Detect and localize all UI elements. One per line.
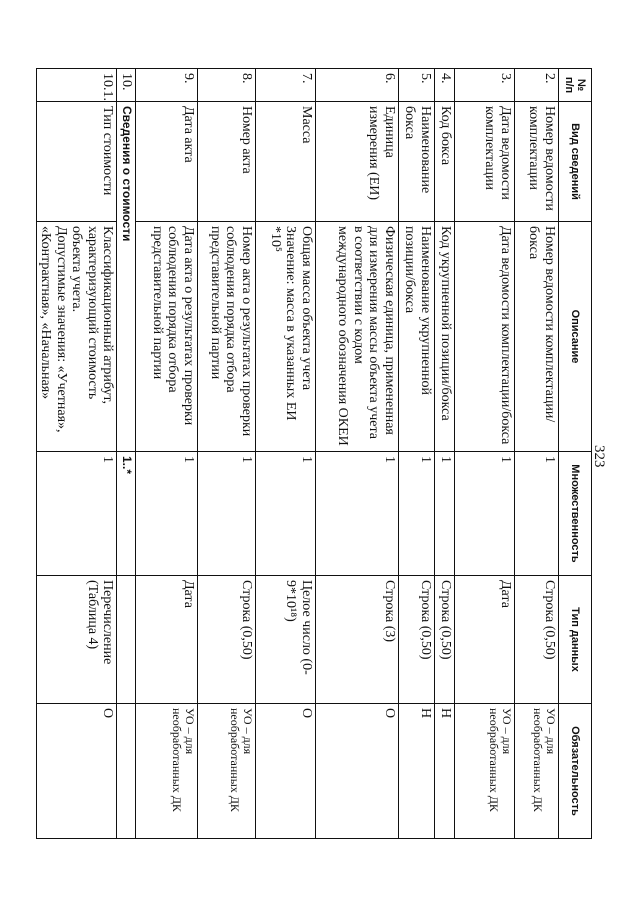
table-row [455, 69, 515, 839]
cell-req [117, 704, 136, 839]
cell-type: Дата [455, 576, 515, 704]
desc-part-b: Допустимые значения: «Учетная», «Контрактная», «Начальная» [38, 226, 69, 433]
cell-mult: 1 [399, 452, 435, 576]
cell-desc: Наименование укрупненной позиции/бокса [399, 222, 435, 452]
header-mult: Множественность [559, 452, 592, 576]
cell-req: О [256, 704, 316, 839]
header-type: Тип данных [559, 576, 592, 704]
cell-req: Н [399, 704, 435, 839]
cell-num: 10.1. [37, 69, 118, 102]
cell-kind: Код бокса [435, 102, 455, 222]
section-row [117, 69, 136, 839]
table-row [316, 69, 399, 839]
cell-mult: 1 [136, 452, 198, 576]
cell-num: 3. [455, 69, 515, 102]
cell-type: Строка (0,50) [399, 576, 435, 704]
cell-desc: Код укрупненной позиции/бокса [435, 222, 455, 452]
header-desc: Описание [559, 222, 592, 452]
cell-type [117, 576, 136, 704]
cell-req: О [37, 704, 118, 839]
table-row [37, 69, 118, 839]
table-row [136, 69, 198, 839]
table-row [198, 69, 256, 839]
cell-mult: 1 [198, 452, 256, 576]
cell-mult: 1 [37, 452, 118, 576]
cell-kind: Единица измерения (ЕИ) [316, 102, 399, 222]
header-kind: Вид сведений [559, 102, 592, 222]
cell-type: Дата [136, 576, 198, 704]
table-row [515, 69, 559, 839]
cell-num: 5. [399, 69, 435, 102]
cell-kind: Масса [256, 102, 316, 222]
cell-req: УО – для необработанных ДК [198, 704, 256, 839]
cell-desc: Номер ведомости комплектации/бокса [515, 222, 559, 452]
desc-part-a: Классификационный атрибут, характеризующий стоимость объекта учета. [69, 226, 116, 404]
cell-mult: 1 [435, 452, 455, 576]
table-body [37, 69, 559, 839]
cell-desc: Дата ведомости комплектации/бокса [455, 222, 515, 452]
header-req: Обязательность [559, 704, 592, 839]
cell-desc: Общая масса объекта учета Значение: масса в указанных ЕИ *10⁵ [256, 222, 316, 452]
table-row [435, 69, 455, 839]
cell-kind: Номер ведомости комплектации [515, 102, 559, 222]
cell-mult: 1 [455, 452, 515, 576]
cell-desc [37, 222, 118, 452]
cell-mult: 1 [256, 452, 316, 576]
cell-mult: 1 [515, 452, 559, 576]
cell-type: Строка (0,50) [435, 576, 455, 704]
cell-num: 2. [515, 69, 559, 102]
cell-num: 7. [256, 69, 316, 102]
section-label: Сведения о стоимости [117, 102, 136, 452]
cell-kind: Номер акта [198, 102, 256, 222]
cell-desc: Физическая единица, примененная для измерения массы объекта учета в соответствии с кодом международного обозначения ОКЕИ [316, 222, 399, 452]
table-header-row [559, 69, 592, 839]
cell-kind: Тип стоимости [37, 102, 118, 222]
cell-type: Целое число (0-9*10¹⁸) [256, 576, 316, 704]
data-table [36, 68, 592, 839]
page-number: 323 [591, 445, 607, 468]
cell-kind: Наименование бокса [399, 102, 435, 222]
cell-mult: 1..* [117, 452, 136, 576]
cell-num: 10. [117, 69, 136, 102]
cell-type: Строка (3) [316, 576, 399, 704]
header-num: № п/п [559, 69, 592, 102]
cell-req: УО – для необработанных ДК [136, 704, 198, 839]
cell-req: УО – для необработанных ДК [515, 704, 559, 839]
cell-num: 8. [198, 69, 256, 102]
cell-desc: Номер акта о результатах проверки соблюдения порядка отбора представительной партии [198, 222, 256, 452]
cell-req: УО – для необработанных ДК [455, 704, 515, 839]
cell-num: 6. [316, 69, 399, 102]
cell-type: Строка (0,50) [515, 576, 559, 704]
cell-kind: Дата ведомости комплектации [455, 102, 515, 222]
cell-num: 4. [435, 69, 455, 102]
cell-mult: 1 [316, 452, 399, 576]
table-row [399, 69, 435, 839]
cell-req: Н [435, 704, 455, 839]
cell-num: 9. [136, 69, 198, 102]
table-row [256, 69, 316, 839]
cell-kind: Дата акта [136, 102, 198, 222]
cell-req: О [316, 704, 399, 839]
cell-type: Строка (0,50) [198, 576, 256, 704]
cell-desc: Дата акта о результатах проверки соблюдения порядка отбора представительной партии [136, 222, 198, 452]
cell-type: Перечисление (Таблица 4) [37, 576, 118, 704]
